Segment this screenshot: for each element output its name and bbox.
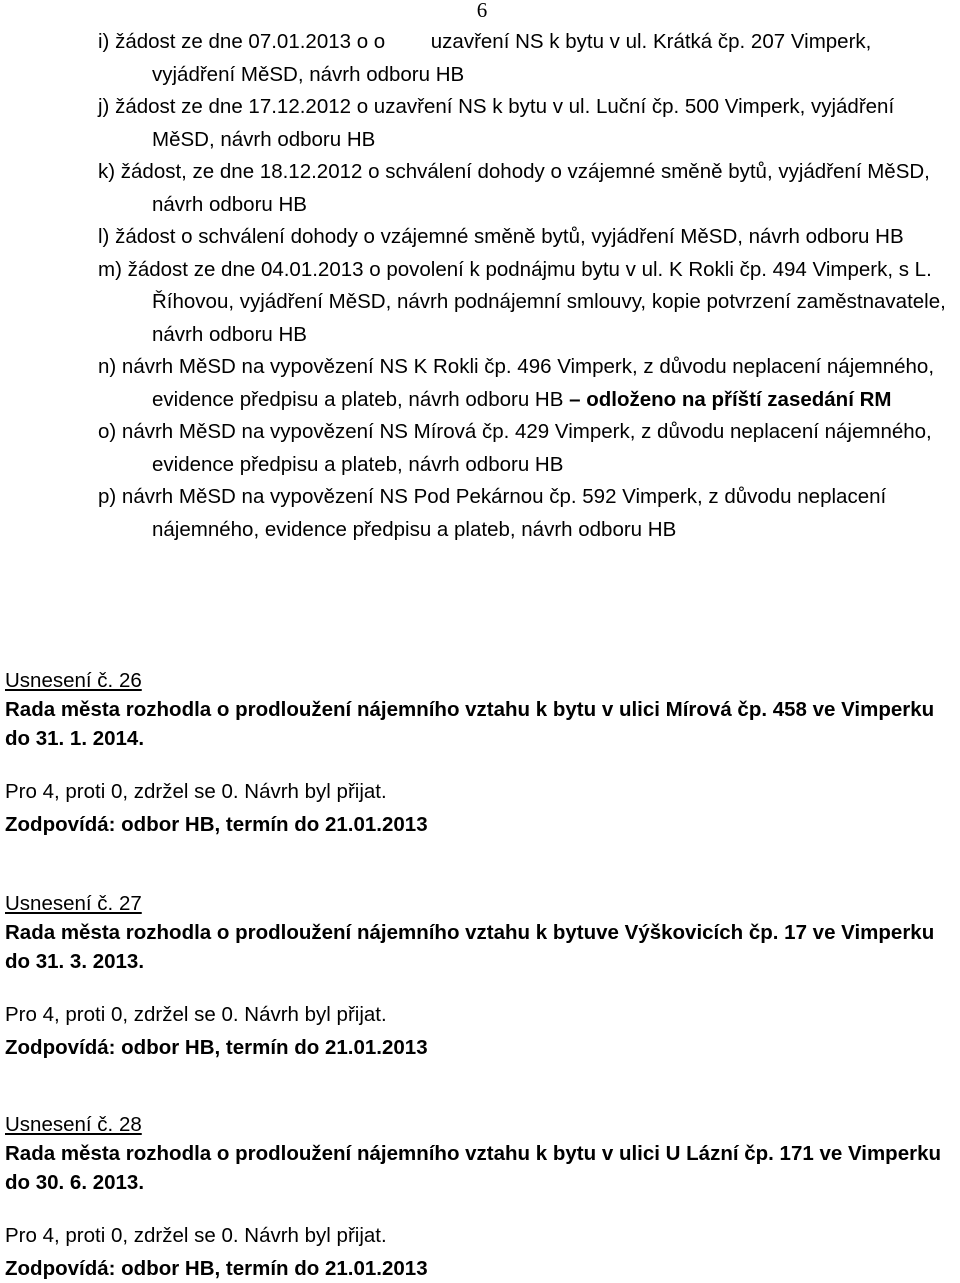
resolution-text: Rada města rozhodla o prodloužení nájemního vztahu k bytu v ulici Mírová čp. 458 ve Vimperku do 31. 1. 2014. <box>5 698 935 750</box>
agenda-item-i <box>98 26 948 91</box>
agenda-item-p-text: p) návrh MěSD na vypovězení NS Pod Pekárnou čp. 592 Vimperk, z důvodu neplacení nájemného, evidence předpisu a plateb, návrh odboru HB <box>98 485 887 541</box>
resolution-title <box>5 890 960 918</box>
resolution-text: Rada města rozhodla o prodloužení nájemního vztahu k bytuve Výškovicích čp. 17 ve Vimperku do 31. 3. 2013. <box>5 921 935 973</box>
resolution-vote: Pro 4, proti 0, zdržel se 0. Návrh byl přijat. <box>5 1224 387 1247</box>
agenda-item-p <box>98 481 948 546</box>
resolution-title <box>5 667 960 695</box>
agenda-item-n-text: n) návrh MěSD na vypovězení NS K Rokli čp. 496 Vimperk, z důvodu neplacení nájemného, evidence předpisu a plateb, návrh odboru HB <box>98 355 935 411</box>
agenda-item-k <box>98 156 948 221</box>
resolution-title-text: Usnesení č. 28 <box>5 1113 142 1136</box>
agenda-items-list <box>98 26 948 546</box>
agenda-item-o-text: o) návrh MěSD na vypovězení NS Mírová čp. 429 Vimperk, z důvodu neplacení nájemného, evidence předpisu a plateb, návrh odboru HB <box>98 420 932 476</box>
agenda-item-l-text: l) žádost o schválení dohody o vzájemné směně bytů, vyjádření MěSD, návrh odboru HB <box>98 225 904 248</box>
resolution-title <box>5 1111 960 1139</box>
resolution-28 <box>5 1111 960 1283</box>
agenda-item-n-postponed-note: – odloženo na příští zasedání RM <box>569 387 892 411</box>
resolution-vote: Pro 4, proti 0, zdržel se 0. Návrh byl přijat. <box>5 780 387 803</box>
resolution-responsible: Zodpovídá: odbor HB, termín do 21.01.2013 <box>5 1257 428 1280</box>
agenda-item-m <box>98 254 948 352</box>
agenda-item-m-text: m) žádost ze dne 04.01.2013 o povolení k podnájmu bytu v ul. K Rokli čp. 494 Vimperk, s L. Říhovou, vyjádření MěSD, návrh podnájemní smlouvy, kopie potvrzení zaměstnavatele, návrh odboru HB <box>98 257 946 346</box>
resolution-responsible: Zodpovídá: odbor HB, termín do 21.01.2013 <box>5 813 428 836</box>
resolution-26 <box>5 667 960 839</box>
resolution-title-text: Usnesení č. 27 <box>5 892 142 915</box>
agenda-item-n <box>98 351 948 416</box>
agenda-item-l <box>98 221 948 254</box>
agenda-item-j <box>98 91 948 156</box>
resolution-responsible: Zodpovídá: odbor HB, termín do 21.01.2013 <box>5 1036 428 1059</box>
agenda-item-k-text: k) žádost, ze dne 18.12.2012 o schválení dohody o vzájemné směně bytů, vyjádření MěSD, návrh odboru HB <box>98 160 930 216</box>
resolution-title-text: Usnesení č. 26 <box>5 669 142 692</box>
page-number: 6 <box>476 0 488 22</box>
agenda-item-o <box>98 416 948 481</box>
resolution-vote: Pro 4, proti 0, zdržel se 0. Návrh byl přijat. <box>5 1003 387 1026</box>
agenda-item-i-text: i) žádost ze dne 07.01.2013 o o uzavření NS k bytu v ul. Krátká čp. 207 Vimperk, vyjádření MěSD, návrh odboru HB <box>98 30 878 86</box>
resolution-27 <box>5 890 960 1062</box>
resolution-text: Rada města rozhodla o prodloužení nájemního vztahu k bytu v ulici U Lázní čp. 171 ve Vimperku do 30. 6. 2013. <box>5 1142 941 1194</box>
agenda-item-j-text: j) žádost ze dne 17.12.2012 o uzavření NS k bytu v ul. Luční čp. 500 Vimperk, vyjádření MěSD, návrh odboru HB <box>98 95 895 151</box>
